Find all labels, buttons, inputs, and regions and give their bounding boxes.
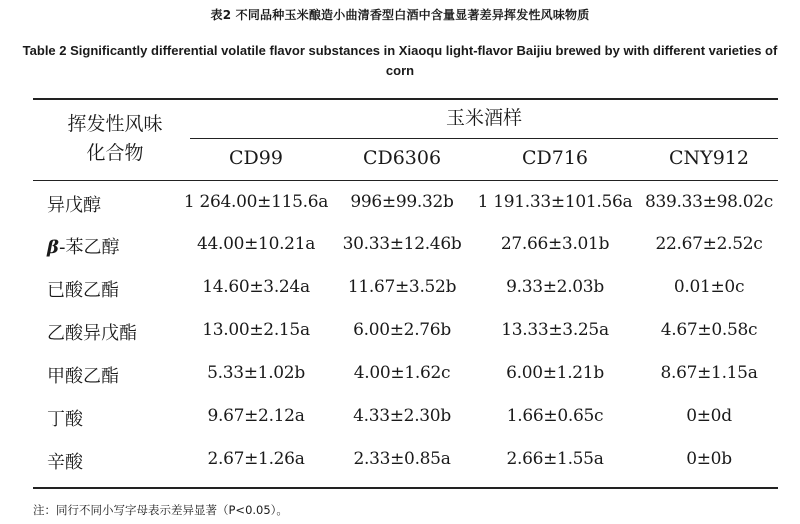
table-cell: 9.33±2.03b — [506, 277, 604, 297]
row-label — [47, 319, 137, 345]
row-label — [47, 362, 119, 388]
table-cell: 30.33±12.46b — [342, 234, 462, 254]
group-rule — [190, 138, 778, 139]
table-cell: 6.00±2.76b — [353, 320, 451, 340]
table-cell: 1 264.00±115.6a — [183, 192, 329, 212]
row-header-line-1: 挥发性风味 — [67, 113, 163, 135]
table-cell: 13.33±3.25a — [501, 320, 609, 340]
table-cell: 4.67±0.58c — [660, 320, 758, 340]
column-header-cny912: CNY912 — [669, 147, 749, 169]
row-label-text: 甲酸乙酯 — [47, 366, 119, 387]
table-cell: 0±0d — [686, 406, 732, 426]
table-caption-en: Table 2 Significantly differential volatile flavor substances in Xiaoqu light-flavor Baijiu brewed by with different varieties of corn — [22, 43, 778, 78]
column-header-cd6306: CD6306 — [362, 147, 442, 169]
column-header-cd716: CD716 — [521, 147, 589, 169]
row-label — [47, 233, 119, 259]
row-header — [40, 110, 190, 168]
table-cell: 9.67±2.12a — [207, 406, 305, 426]
table-cell: 14.60±3.24a — [202, 277, 310, 297]
table-cell: 1 191.33±101.56a — [477, 192, 633, 212]
table-cell: 0±0b — [686, 449, 732, 469]
table-cell: 5.33±1.02b — [207, 363, 305, 383]
row-label — [47, 448, 83, 474]
header-rule — [33, 180, 778, 181]
row-label-text: -苯乙醇 — [58, 237, 120, 258]
table-cell: 8.67±1.15a — [660, 363, 758, 383]
row-label-text: 辛酸 — [47, 452, 83, 473]
row-label-text: 丁酸 — [47, 409, 83, 430]
table-cell: 4.33±2.30b — [353, 406, 451, 426]
row-header-line-2: 化合物 — [86, 142, 144, 164]
table-cell: 27.66±3.01b — [500, 234, 610, 254]
group-header: 玉米酒样 — [445, 107, 522, 129]
row-label-prefix: β — [47, 237, 59, 258]
table-cell: 2.66±1.55a — [506, 449, 604, 469]
row-label — [47, 191, 101, 217]
row-label-text: 乙酸异戊酯 — [47, 323, 137, 344]
table-cell: 839.33±98.02c — [644, 192, 774, 212]
table-caption-cn: 表2 不同品种玉米酿造小曲清香型白酒中含量显著差异挥发性风味物质 — [210, 8, 590, 22]
row-label — [47, 405, 83, 431]
column-header-cd99: CD99 — [229, 147, 283, 169]
table-cell: 1.66±0.65c — [506, 406, 604, 426]
row-label — [47, 276, 119, 302]
row-label-text: 已酸乙酯 — [47, 280, 119, 301]
table-cell: 996±99.32b — [350, 192, 454, 212]
top-rule — [33, 98, 778, 100]
table-cell: 2.33±0.85a — [353, 449, 451, 469]
table-note: 注：同行不同小写字母表示差异显著（P<0.05）。 — [33, 503, 288, 517]
table-cell: 11.67±3.52b — [347, 277, 457, 297]
table-cell: 4.00±1.62c — [353, 363, 451, 383]
row-label-text: 异戊醇 — [47, 195, 101, 216]
bottom-rule — [33, 487, 778, 489]
table-cell: 44.00±10.21a — [196, 234, 316, 254]
table-cell: 6.00±1.21b — [506, 363, 604, 383]
table-cell: 2.67±1.26a — [207, 449, 305, 469]
table-cell: 13.00±2.15a — [202, 320, 310, 340]
table-cell: 22.67±2.52c — [655, 234, 763, 254]
table-cell: 0.01±0c — [673, 277, 745, 297]
